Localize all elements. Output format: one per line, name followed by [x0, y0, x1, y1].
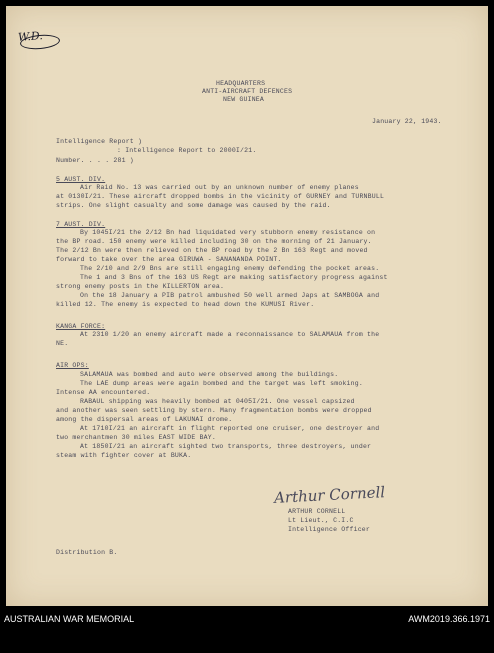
section-line: among the dispersal areas of LAKUNAI drome. — [56, 416, 233, 423]
section-line: The 2/10 and 2/9 Bns are still engaging enemy defending the pocket areas. — [80, 265, 380, 272]
section-line: at 0130I/21. These aircraft dropped bombs in the vicinity of GURNEY and TURNBULL — [56, 193, 385, 200]
header-line-1: HEADQUARTERS — [216, 80, 266, 87]
signatory-name: ARTHUR CORNELL — [288, 508, 346, 515]
section-heading: 5 AUST. DIV. — [56, 176, 106, 183]
signatory-title: Intelligence Officer — [288, 526, 371, 533]
section-line: By 1045I/21 the 2/12 Bn had liquidated very stubborn enemy resistance on — [80, 229, 376, 236]
section-line: SALAMAUA was bombed and auto were observed among the buildings. — [80, 371, 339, 378]
section-line: two merchantmen 30 miles EAST WIDE BAY. — [56, 434, 216, 441]
section-line: forward to take over the area GIRUWA - SANANANDA POINT. — [56, 256, 282, 263]
document-page — [6, 6, 488, 606]
section-line: Intense AA encountered. — [56, 389, 151, 396]
report-reference: : Intelligence Report to 2000I/21. — [117, 147, 257, 154]
section-line: At 2310 1/20 an enemy aircraft made a reconnaissance to SALAMAUA from the — [80, 331, 380, 338]
section-line: At 1710I/21 an aircraft in flight reported one cruiser, one destroyer and — [80, 425, 380, 432]
report-number: Number. . . . 281 ) — [56, 157, 134, 164]
section-line: the BP road. 150 enemy were killed including 30 on the morning of 21 January. — [56, 238, 372, 245]
section-line: RABAUL shipping was heavily bombed at 0405I/21. One vessel capsized — [80, 398, 355, 405]
handwritten-mark: W.D. — [17, 29, 44, 44]
report-label: Intelligence Report ) — [56, 138, 143, 145]
footer-accession: AWM2019.366.1971 — [408, 614, 490, 624]
section-line: strips. One slight casualty and some damage was caused by the raid. — [56, 202, 331, 209]
section-heading: AIR OPS: — [56, 362, 89, 369]
footer-source: AUSTRALIAN WAR MEMORIAL — [4, 614, 135, 624]
section-heading: 7 AUST. DIV. — [56, 221, 106, 228]
section-heading: KANGA FORCE: — [56, 323, 106, 330]
section-line: steam with fighter cover at BUKA. — [56, 452, 192, 459]
section-line: The 2/12 Bn were then relieved on the BP road by the 2 Bn 163 Regt and moved — [56, 247, 368, 254]
header-line-3: NEW GUINEA — [223, 96, 265, 103]
section-line: Air Raid No. 13 was carried out by an unknown number of enemy planes — [80, 184, 359, 191]
report-date: January 22, 1943. — [372, 118, 442, 125]
section-line: At 1850I/21 an aircraft sighted two transports, three destroyers, under — [80, 443, 372, 450]
section-line: and another was seen settling by stern. Many fragmentation bombs were dropped — [56, 407, 372, 414]
signature-scrawl: Arthur Cornell — [273, 483, 386, 507]
section-line: strong enemy posts in the KILLERTON area. — [56, 283, 225, 290]
signatory-rank: Lt Lieut., C.I.C — [288, 517, 354, 524]
distribution-line: Distribution B. — [56, 549, 118, 556]
section-line: killed 12. The enemy is expected to head down the KUMUSI River. — [56, 301, 315, 308]
header-line-2: ANTI-AIRCRAFT DEFENCES — [202, 88, 293, 95]
section-line: The 1 and 3 Bns of the 163 US Regt are making satisfactory progress against — [80, 274, 388, 281]
section-line: NE. — [56, 340, 69, 347]
section-line: On the 18 January a PIB patrol ambushed 50 well armed Japs at SAMBOGA and — [80, 292, 380, 299]
section-line: The LAE dump areas were again bombed and the target was left smoking. — [80, 380, 363, 387]
